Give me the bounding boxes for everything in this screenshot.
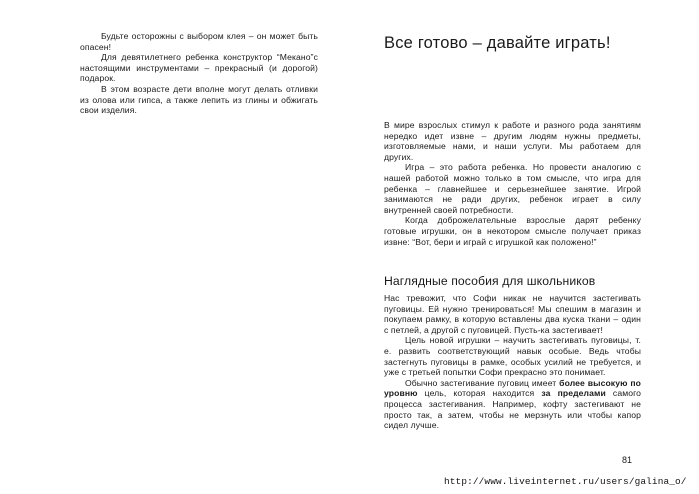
section-text (384, 293, 641, 431)
text-run: Обычно застегивание пуговиц имеет (405, 377, 560, 388)
intro-text (384, 120, 641, 247)
paragraph: В мире взрослых стимул к работе и разного рода занятиям нередко идет извне – другим людям нужны предметы, изготовляемые нами, и наши услуги. Мы работаем для других. (384, 120, 641, 162)
paragraph: В этом возрасте дети вполне могут делать отливки из олова или гипса, а также лепить из глины и обжигать свои изделия. (80, 83, 318, 116)
paragraph: Для девятилетнего ребенка конструктор “Мекано”с настоящими инструментами – прекрасный (и дорогой) подарок. (80, 52, 318, 84)
text-run: самого процесса застегивания. Например, кофту застегивают не просто так, а затем, чтобы не мерзнуть или чтобы капор сидел лучше. (384, 388, 642, 431)
page-number: 81 (622, 455, 633, 465)
paragraph: Цель новой игрушки – научить застегивать пуговицы, т. е. развить соответствующий навык особые. Ведь чтобы застегнуть пуговицы в рамке, особых усилий не требуется, и уже с третьей попытки Софи прекрасно это понимает. (384, 335, 641, 378)
bold-text: за пределами (541, 388, 606, 399)
paragraph: Нас тревожит, что Софи никак не научится застегивать пуговицы. Ей нужно тренироваться! Мы спешим в магазин и покупаем рамку, в которую вставлены два куска ткани – один с петлей, а другой с пуговицей. Пусть-ка застегивает! (384, 293, 641, 335)
paragraph-mixed (384, 378, 641, 431)
chapter-title: Все готово – давайте играть! (384, 34, 611, 52)
paragraph: Игра – это работа ребенка. Но провести аналогию с нашей работой можно только в том смысле, что игра для ребенка – главнейшее и серьезнейшее занятие. Игрой занимаются не ради других, ребенок играет в силу внутренней своей потребности. (384, 162, 641, 215)
section-title: Наглядные пособия для школьников (384, 274, 596, 288)
bold-text: более высокую по уровню (384, 377, 642, 399)
paragraph: Когда доброжелательные взрослые дарят ребенку готовые игрушки, он в некотором смысле получает приказ извне: “Вот, бери и играй с игрушкой как положено!” (384, 215, 641, 247)
watermark-url: http://www.liveinternet.ru/users/galina_o/ (444, 476, 687, 487)
right-page (384, 0, 641, 494)
paragraph: Будьте осторожны с выбором клея – он может быть опасен! (80, 31, 318, 52)
left-page (80, 31, 318, 116)
text-run: цель, которая находится (417, 388, 542, 399)
